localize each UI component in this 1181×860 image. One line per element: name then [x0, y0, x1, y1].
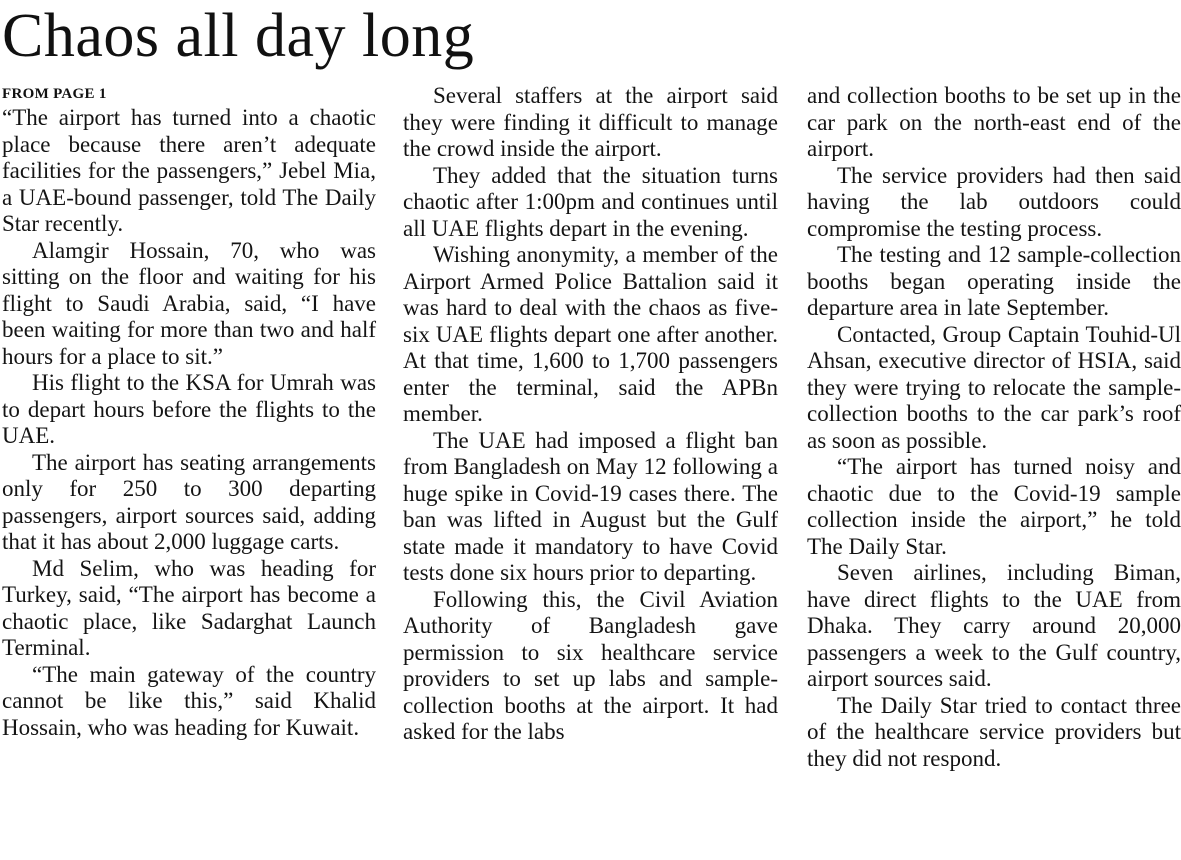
paragraph: The UAE had imposed a flight ban from Bangladesh on May 12 following a huge spike in Covid-19 cases there. The ban was lifted in August but the Gulf state made it mandatory to have Covid tests done six hours prior to departing.: [403, 427, 778, 585]
paragraph: The service providers had then said having the lab outdoors could compromise the testing process.: [807, 162, 1181, 241]
article-column-1: [2, 105, 376, 741]
article-column-3: [807, 83, 1181, 772]
paragraph: Contacted, Group Captain Touhid-Ul Ahsan, executive director of HSIA, said they were trying to relocate the sample-collection booths to the car park’s roof as soon as possible.: [807, 321, 1181, 453]
continuation-kicker: FROM PAGE 1: [2, 86, 107, 102]
paragraph: Seven airlines, including Biman, have direct flights to the UAE from Dhaka. They carry around 20,000 passengers a week to the Gulf country, airport sources said.: [807, 560, 1181, 691]
paragraph: “The main gateway of the country cannot be like this,” said Khalid Hossain, who was heading for Kuwait.: [2, 661, 376, 740]
paragraph: The airport has seating arrangements only for 250 to 300 departing passengers, airport sources said, adding that it has about 2,000 luggage carts.: [2, 449, 376, 554]
article-column-2: [403, 83, 778, 746]
paragraph: Following this, the Civil Aviation Authority of Bangladesh gave permission to six healthcare service providers to set up labs and sample-collection booths at the airport. It had asked for the labs: [403, 586, 778, 744]
paragraph: and collection booths to be set up in the car park on the north-east end of the airport.: [807, 83, 1181, 161]
paragraph: The testing and 12 sample-collection booths began operating inside the departure area in late September.: [807, 242, 1181, 320]
paragraph: “The airport has turned noisy and chaotic due to the Covid-19 sample collection inside the airport,” he told The Daily Star.: [807, 454, 1181, 559]
paragraph: Several staffers at the airport said they were finding it difficult to manage the crowd inside the airport.: [403, 83, 778, 161]
headline: Chaos all day long: [2, 2, 475, 70]
paragraph: His flight to the KSA for Umrah was to depart hours before the flights to the UAE.: [2, 370, 376, 448]
paragraph: Alamgir Hossain, 70, who was sitting on the floor and waiting for his flight to Saudi Arabia, said, “I have been waiting for more than two and half hours for a place to sit.”: [2, 237, 376, 369]
paragraph: “The airport has turned into a chaotic place because there aren’t adequate facilities for the passengers,” Jebel Mia, a UAE-bound passenger, told The Daily Star recently.: [2, 105, 376, 236]
paragraph: The Daily Star tried to contact three of the healthcare service providers but they did not respond.: [807, 692, 1181, 771]
paragraph: Md Selim, who was heading for Turkey, said, “The airport has become a chaotic place, like Sadarghat Launch Terminal.: [2, 555, 376, 660]
paragraph: Wishing anonymity, a member of the Airport Armed Police Battalion said it was hard to deal with the chaos as five-six UAE flights depart one after another. At that time, 1,600 to 1,700 passengers enter the terminal, said the APBn member.: [403, 242, 778, 426]
paragraph: They added that the situation turns chaotic after 1:00pm and continues until all UAE flights depart in the evening.: [403, 162, 778, 241]
